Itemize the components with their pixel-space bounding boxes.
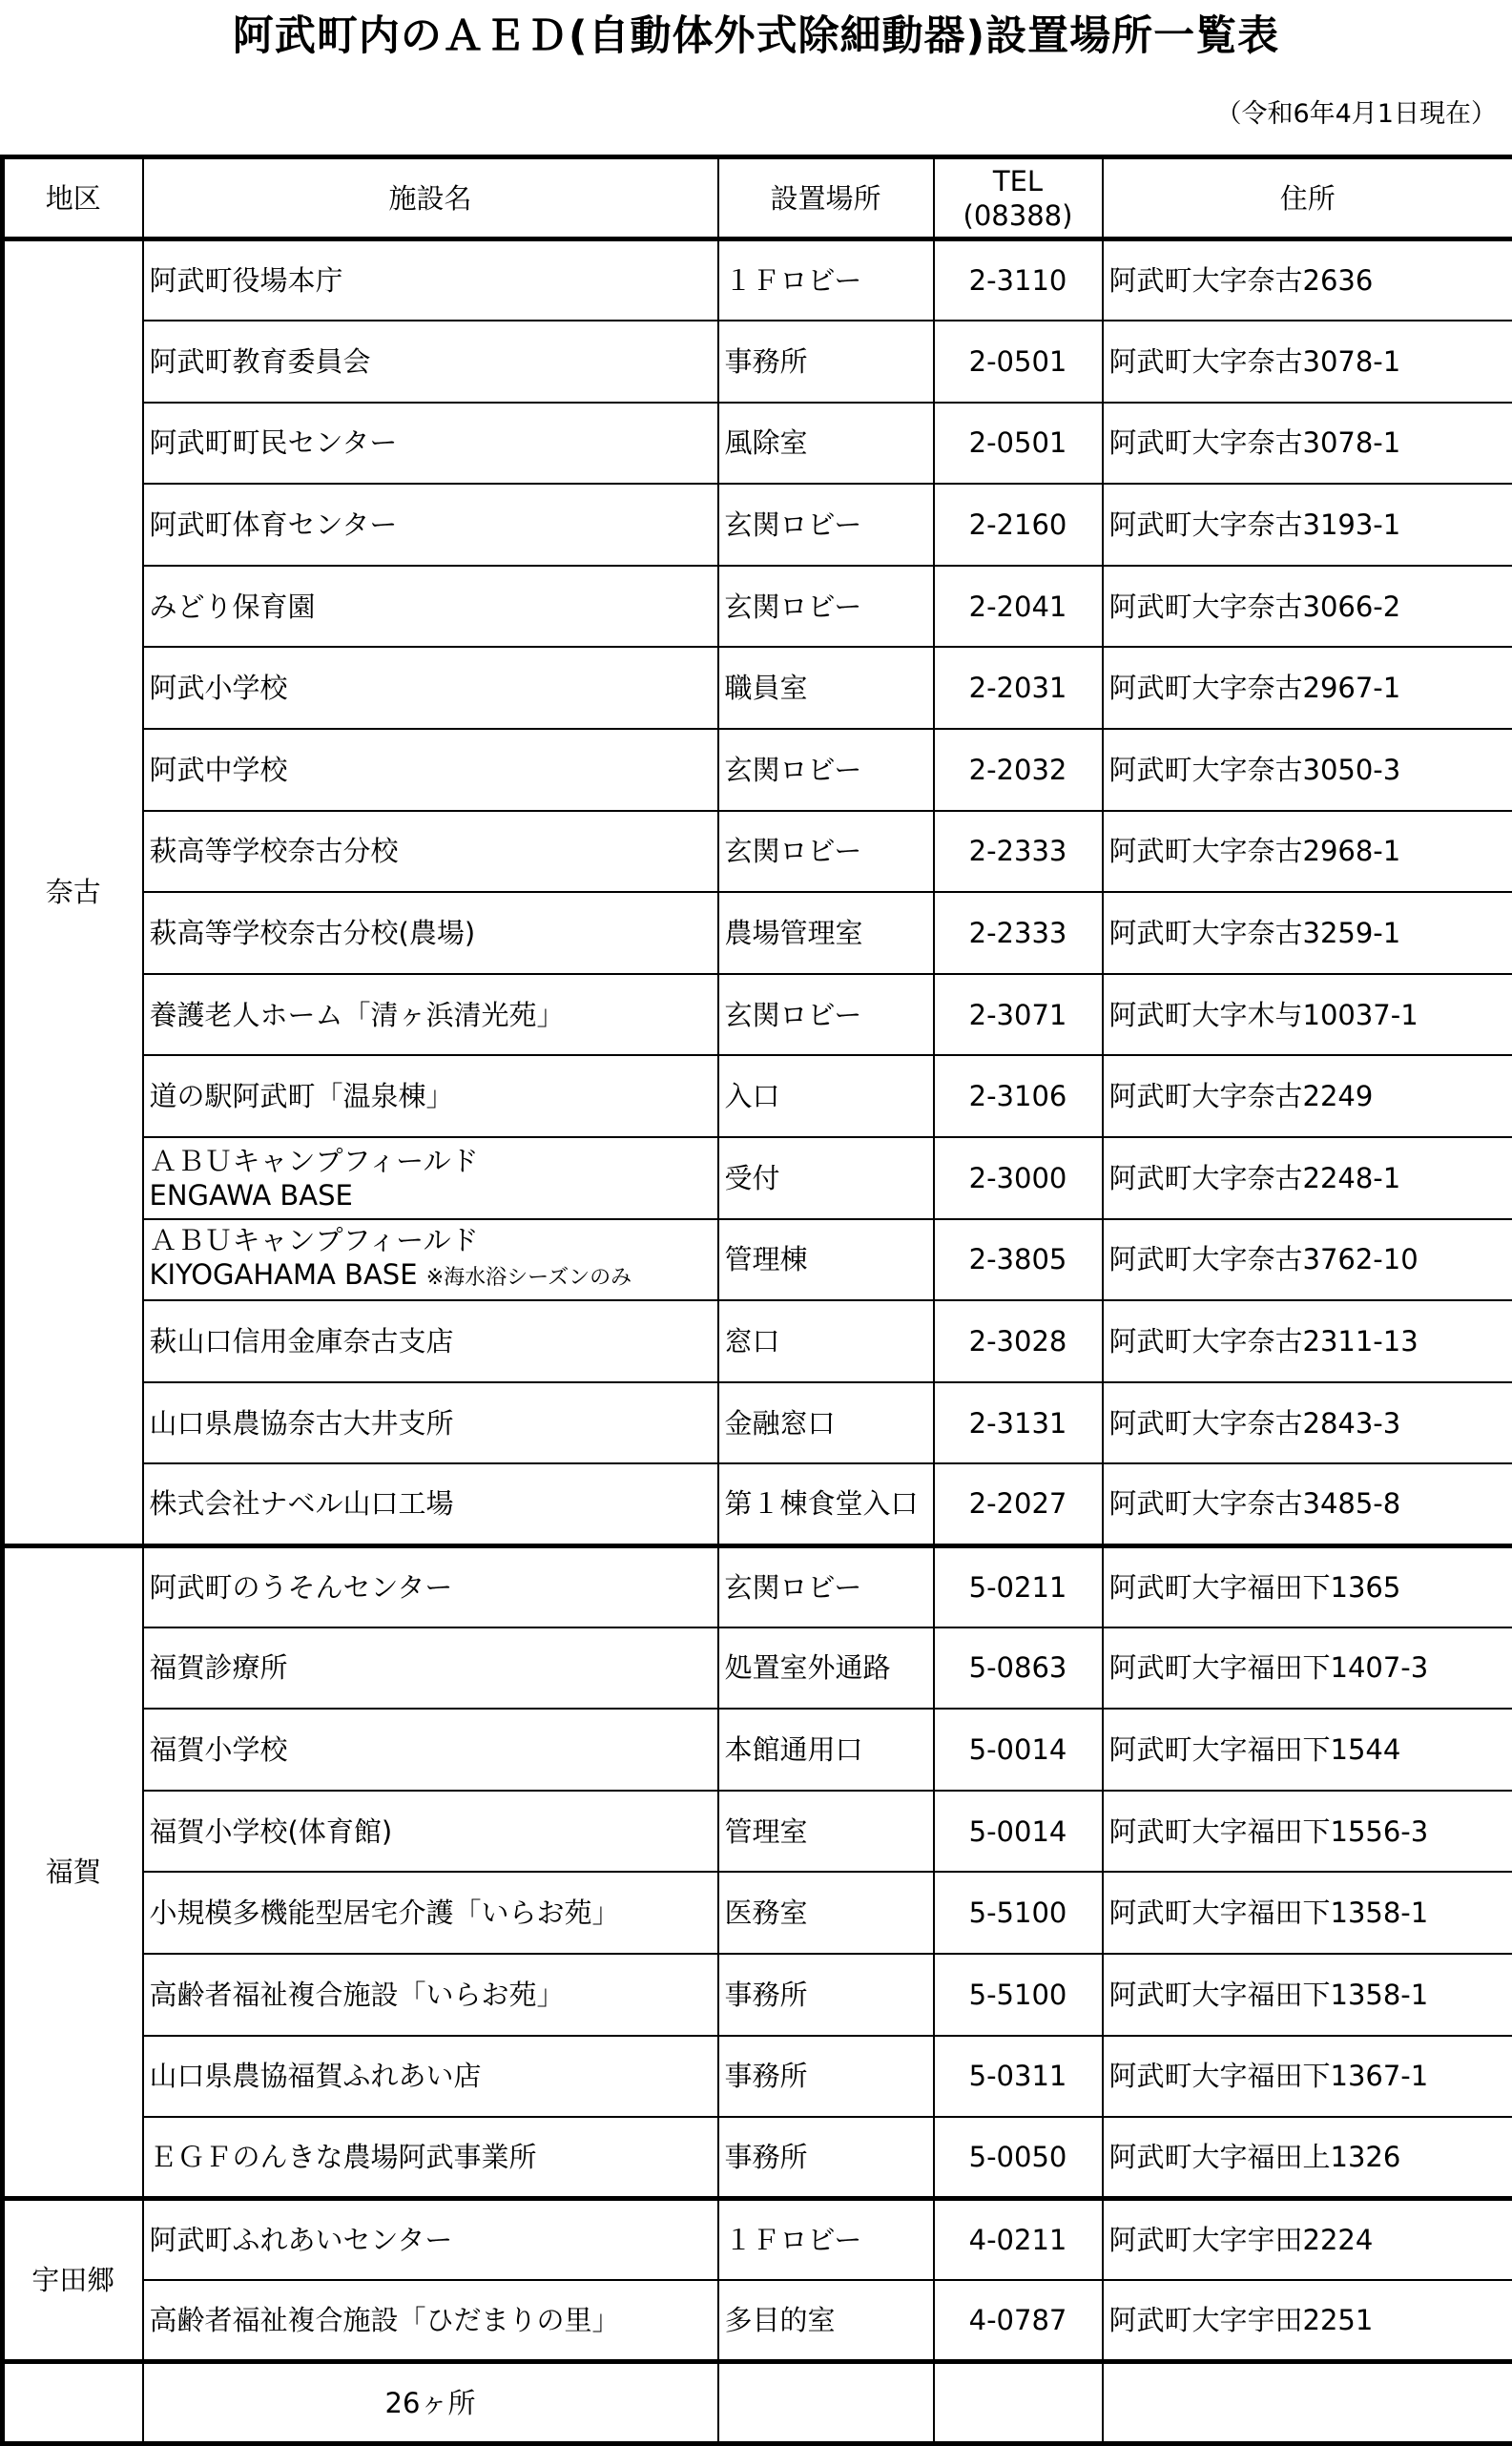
table-row (3, 239, 1512, 321)
table-row (3, 1300, 1512, 1382)
facility-cell: 阿武町のうそんセンター (143, 1545, 718, 1627)
place-cell: 事務所 (718, 321, 934, 403)
address-cell: 阿武町大字奈古3259-1 (1103, 892, 1512, 974)
place-cell: 職員室 (718, 647, 934, 729)
total-empty-district (3, 2362, 143, 2444)
tel-cell: 5-0863 (934, 1627, 1103, 1710)
table-row (3, 647, 1512, 729)
tel-cell: 2-2333 (934, 892, 1103, 974)
table-row (3, 2117, 1512, 2199)
place-cell: 玄関ロビー (718, 729, 934, 811)
facility-cell: 福賀小学校 (143, 1709, 718, 1791)
table-row (3, 566, 1512, 648)
address-cell: 阿武町大字奈古2968-1 (1103, 811, 1512, 893)
table-row (3, 1463, 1512, 1545)
tel-cell: 2-3131 (934, 1382, 1103, 1464)
place-cell: １Ｆロビー (718, 239, 934, 321)
facility-cell: 山口県農協福賀ふれあい店 (143, 2036, 718, 2118)
facility-cell: 萩山口信用金庫奈古支店 (143, 1300, 718, 1382)
table-row (3, 321, 1512, 403)
tel-cell: 2-3028 (934, 1300, 1103, 1382)
tel-cell: 4-0211 (934, 2199, 1103, 2281)
table-row (3, 1545, 1512, 1627)
place-cell: 入口 (718, 1055, 934, 1137)
place-cell: 金融窓口 (718, 1382, 934, 1464)
facility-cell: 萩高等学校奈古分校(農場) (143, 892, 718, 974)
tel-cell: 2-3110 (934, 239, 1103, 321)
place-cell: 受付 (718, 1137, 934, 1219)
table-row (3, 892, 1512, 974)
table-row (3, 1055, 1512, 1137)
facility-cell: 高齢者福祉複合施設「いらお苑」 (143, 1954, 718, 2036)
address-cell: 阿武町大字奈古3762-10 (1103, 1219, 1512, 1301)
total-row (3, 2362, 1512, 2444)
address-cell: 阿武町大字奈古2843-3 (1103, 1382, 1512, 1464)
place-cell: 事務所 (718, 2036, 934, 2118)
tel-cell: 5-0211 (934, 1545, 1103, 1627)
tel-cell: 2-2333 (934, 811, 1103, 893)
table-row (3, 1137, 1512, 1219)
address-cell: 阿武町大字福田下1556-3 (1103, 1791, 1512, 1873)
table-row (3, 1872, 1512, 1954)
page-title: 阿武町内のＡＥＤ(自動体外式除細動器)設置場所一覧表 (0, 6, 1512, 67)
header-tel (934, 157, 1103, 239)
address-cell: 阿武町大字福田下1367-1 (1103, 2036, 1512, 2118)
tel-cell: 2-3000 (934, 1137, 1103, 1219)
address-cell: 阿武町大字奈古3485-8 (1103, 1463, 1512, 1545)
table-row (3, 1627, 1512, 1710)
place-cell: 管理棟 (718, 1219, 934, 1301)
address-cell: 阿武町大字福田下1365 (1103, 1545, 1512, 1627)
place-cell: 事務所 (718, 2117, 934, 2199)
table-row (3, 729, 1512, 811)
table-row (3, 811, 1512, 893)
table-row (3, 484, 1512, 566)
tel-cell: 2-3071 (934, 974, 1103, 1056)
tel-cell: 5-0014 (934, 1709, 1103, 1791)
header-district: 地区 (3, 157, 143, 239)
place-cell: 玄関ロビー (718, 1545, 934, 1627)
place-cell: 本館通用口 (718, 1709, 934, 1791)
tel-cell: 2-0501 (934, 403, 1103, 485)
place-cell: 第１棟食堂入口 (718, 1463, 934, 1545)
address-cell: 阿武町大字奈古3078-1 (1103, 403, 1512, 485)
total-empty-place (718, 2362, 934, 2444)
facility-cell: 阿武町町民センター (143, 403, 718, 485)
facility-cell: 阿武小学校 (143, 647, 718, 729)
total-empty-address (1103, 2362, 1512, 2444)
table-row (3, 974, 1512, 1056)
total-empty-tel (934, 2362, 1103, 2444)
facility-cell: 阿武中学校 (143, 729, 718, 811)
address-cell: 阿武町大字奈古2636 (1103, 239, 1512, 321)
address-cell: 阿武町大字木与10037-1 (1103, 974, 1512, 1056)
facility-cell: みどり保育園 (143, 566, 718, 648)
facility-cell (143, 1137, 718, 1219)
header-tel-area-code: (08388) (935, 198, 1102, 233)
facility-cell: ＥＧＦのんきな農場阿武事業所 (143, 2117, 718, 2199)
facility-cell: 阿武町ふれあいセンター (143, 2199, 718, 2281)
address-cell: 阿武町大字福田下1544 (1103, 1709, 1512, 1791)
address-cell: 阿武町大字奈古3193-1 (1103, 484, 1512, 566)
facility-subname-line (150, 1257, 717, 1296)
header-place: 設置場所 (718, 157, 934, 239)
place-cell: 管理室 (718, 1791, 934, 1873)
seasonal-note: ※海水浴シーズンのみ (426, 1266, 632, 1290)
district-cell: 宇田郷 (3, 2199, 143, 2362)
tel-cell: 5-0014 (934, 1791, 1103, 1873)
address-cell: 阿武町大字福田下1407-3 (1103, 1627, 1512, 1710)
address-cell: 阿武町大字福田上1326 (1103, 2117, 1512, 2199)
table-row (3, 1954, 1512, 2036)
facility-cell: 福賀診療所 (143, 1627, 718, 1710)
table-row (3, 1382, 1512, 1464)
facility-cell: 小規模多機能型居宅介護「いらお苑」 (143, 1872, 718, 1954)
address-cell: 阿武町大字奈古2311-13 (1103, 1300, 1512, 1382)
facility-cell: 道の駅阿武町「温泉棟」 (143, 1055, 718, 1137)
header-address: 住所 (1103, 157, 1512, 239)
address-cell: 阿武町大字福田下1358-1 (1103, 1872, 1512, 1954)
place-cell: 医務室 (718, 1872, 934, 1954)
table-row (3, 2199, 1512, 2281)
facility-cell: 山口県農協奈古大井支所 (143, 1382, 718, 1464)
tel-cell: 2-2032 (934, 729, 1103, 811)
table-row (3, 1219, 1512, 1301)
place-cell: 多目的室 (718, 2280, 934, 2362)
tel-cell: 2-2160 (934, 484, 1103, 566)
place-cell: 玄関ロビー (718, 974, 934, 1056)
facility-subname-line (150, 1178, 717, 1213)
table-row (3, 403, 1512, 485)
tel-cell: 5-0050 (934, 2117, 1103, 2199)
facility-subname: KIYOGAHAMA BASE (150, 1258, 418, 1291)
header-tel-label: TEL (935, 164, 1102, 198)
header-facility: 施設名 (143, 157, 718, 239)
place-cell: 窓口 (718, 1300, 934, 1382)
address-cell: 阿武町大字奈古2248-1 (1103, 1137, 1512, 1219)
tel-cell: 2-2027 (934, 1463, 1103, 1545)
total-count: 26ヶ所 (143, 2362, 718, 2444)
place-cell: 玄関ロビー (718, 811, 934, 893)
tel-cell: 5-5100 (934, 1954, 1103, 2036)
address-cell: 阿武町大字奈古2249 (1103, 1055, 1512, 1137)
table-body (3, 239, 1512, 2444)
place-cell: １Ｆロビー (718, 2199, 934, 2281)
table-row (3, 2036, 1512, 2118)
address-cell: 阿武町大字奈古3066-2 (1103, 566, 1512, 648)
address-cell: 阿武町大字宇田2251 (1103, 2280, 1512, 2362)
address-cell: 阿武町大字奈古2967-1 (1103, 647, 1512, 729)
tel-cell: 2-2041 (934, 566, 1103, 648)
tel-cell: 2-2031 (934, 647, 1103, 729)
tel-cell: 2-3805 (934, 1219, 1103, 1301)
address-cell: 阿武町大字宇田2224 (1103, 2199, 1512, 2281)
tel-cell: 4-0787 (934, 2280, 1103, 2362)
place-cell: 農場管理室 (718, 892, 934, 974)
table-row (3, 1709, 1512, 1791)
facility-cell: 阿武町体育センター (143, 484, 718, 566)
facility-cell: 高齢者福祉複合施設「ひだまりの里」 (143, 2280, 718, 2362)
as-of-date: （令和6年4月1日現在） (1215, 95, 1497, 134)
district-cell: 奈古 (3, 239, 143, 1546)
table-row (3, 1791, 1512, 1873)
place-cell: 玄関ロビー (718, 566, 934, 648)
tel-cell: 5-0311 (934, 2036, 1103, 2118)
facility-name: ＡＢＵキャンプフィールド (150, 1223, 717, 1257)
facility-name: ＡＢＵキャンプフィールド (150, 1144, 717, 1178)
address-cell: 阿武町大字奈古3078-1 (1103, 321, 1512, 403)
address-cell: 阿武町大字奈古3050-3 (1103, 729, 1512, 811)
place-cell: 処置室外通路 (718, 1627, 934, 1710)
aed-location-table (0, 155, 1512, 2446)
facility-cell: 萩高等学校奈古分校 (143, 811, 718, 893)
district-cell: 福賀 (3, 1545, 143, 2199)
facility-subname: ENGAWA BASE (150, 1179, 353, 1212)
address-cell: 阿武町大字福田下1358-1 (1103, 1954, 1512, 2036)
table-row (3, 2280, 1512, 2362)
facility-cell: 阿武町役場本庁 (143, 239, 718, 321)
facility-cell: 株式会社ナベル山口工場 (143, 1463, 718, 1545)
facility-cell (143, 1219, 718, 1301)
place-cell: 事務所 (718, 1954, 934, 2036)
tel-cell: 2-0501 (934, 321, 1103, 403)
facility-cell: 福賀小学校(体育館) (143, 1791, 718, 1873)
tel-cell: 5-5100 (934, 1872, 1103, 1954)
place-cell: 風除室 (718, 403, 934, 485)
tel-cell: 2-3106 (934, 1055, 1103, 1137)
place-cell: 玄関ロビー (718, 484, 934, 566)
facility-cell: 阿武町教育委員会 (143, 321, 718, 403)
facility-cell: 養護老人ホーム「清ヶ浜清光苑」 (143, 974, 718, 1056)
